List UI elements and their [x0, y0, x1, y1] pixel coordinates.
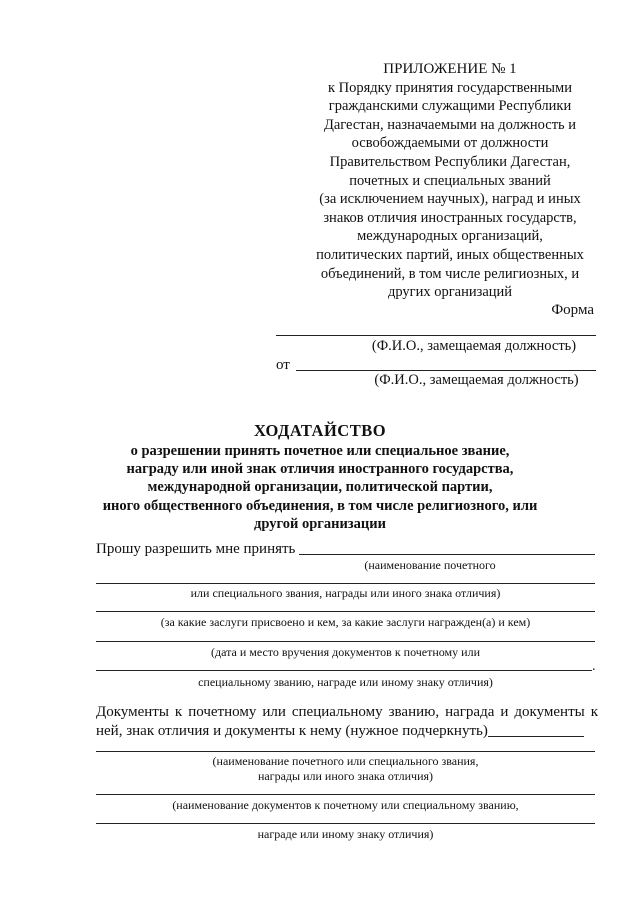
appendix-line: Дагестан, назначаемыми на должность и [323, 116, 577, 133]
ceremony-caption: (дата и место вручения документов к почетному или [211, 645, 480, 659]
award-type-line [96, 583, 595, 584]
award-type-caption: или специального звания, награды или иного знака отличия) [190, 586, 501, 600]
documents-list-caption: (наименование документов к почетному или специальному званию, [172, 798, 519, 812]
ceremony-line [96, 641, 595, 642]
award-name-caption: (наименование почетного [364, 558, 496, 572]
request-lead: Прошу разрешить мне принять [96, 541, 296, 557]
award-document-caption-2: награды или иного знака отличия) [257, 769, 434, 783]
award-document-line [96, 751, 595, 752]
documents-line-2: ней, знак отличия и документы к нему (нужное подчеркнуть) [96, 723, 488, 739]
petition-subtitle-line: международной организации, политической партии, [147, 479, 493, 496]
appendix-line: к Порядку принятия государственными [327, 79, 572, 96]
addressee-to-line [276, 335, 596, 336]
appendix-line: других организаций [387, 284, 513, 301]
appendix-line: международных организаций, [357, 228, 543, 245]
appendix-line: (за исключением научных), наград и иных [319, 191, 581, 208]
appendix-line: знаков отличия иностранных государств, [323, 209, 577, 226]
petition-subtitle-line: иного общественного объединения, в том числе религиозного, или [102, 497, 538, 514]
appendix-line: политических партий, иных общественных [316, 246, 584, 263]
documents-list-line-2 [96, 823, 595, 824]
merit-line [96, 611, 595, 612]
addressee-from-line [296, 370, 596, 371]
documents-line-1: Документы к почетному или специальному званию, награда и документы к [96, 704, 598, 720]
petition-subtitle-line: другой организации [254, 515, 386, 532]
appendix-line: объединений, в том числе религиозных, и [320, 265, 580, 282]
petition-heading [80, 420, 560, 533]
addressee-to-caption: (Ф.И.О., замещаемая должность) [371, 338, 577, 354]
appendix-line: почетных и специальных званий [349, 172, 551, 189]
appendix-line: освобождаемыми от должности [351, 135, 549, 152]
ceremony-line-2 [96, 670, 592, 671]
period-mark: . [592, 659, 596, 674]
addressee-from-caption: (Ф.И.О., замещаемая должность) [374, 372, 579, 388]
appendix-line: гражданскими служащими Республики [328, 98, 572, 115]
documents-underline [488, 736, 584, 737]
award-document-caption: (наименование почетного или специального звания, [212, 754, 479, 768]
appendix-block [300, 60, 600, 302]
appendix-line: Правительством Республики Дагестан, [329, 153, 571, 170]
petition-title: ХОДАТАЙСТВО [253, 421, 387, 440]
appendix-title: ПРИЛОЖЕНИЕ № 1 [383, 61, 517, 77]
form-label: Форма [551, 302, 594, 318]
merit-caption: (за какие заслуги присвоено и кем, за какие заслуги награжден(а) и кем) [160, 615, 531, 629]
ceremony-caption-2: специальному званию, награде или иному знаку отличия) [198, 675, 493, 689]
petition-subtitle-line: о разрешении принять почетное или специальное звание, [130, 443, 510, 459]
petition-subtitle-line: награду или иной знак отличия иностранного государства, [126, 461, 514, 478]
award-name-line [299, 554, 595, 555]
from-label: от [276, 357, 290, 373]
documents-list-line [96, 794, 595, 795]
documents-list-caption-2: награде или иному знаку отличия) [257, 827, 434, 841]
